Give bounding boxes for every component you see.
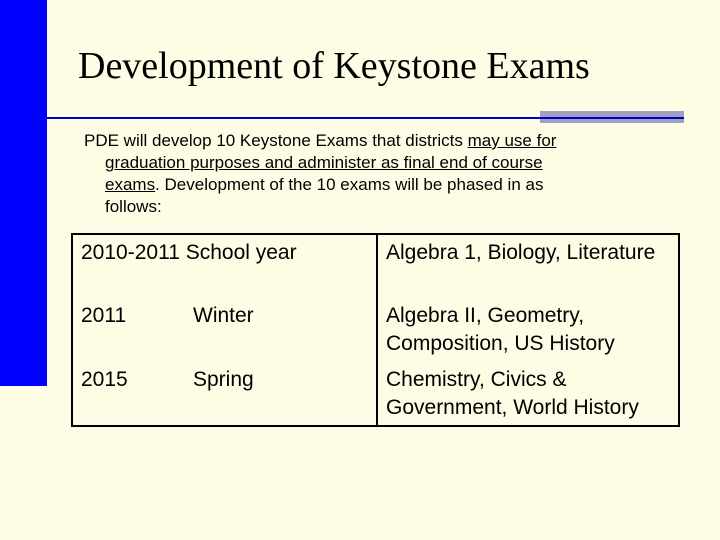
intro-paragraph [84, 130, 644, 218]
exam-schedule-table [71, 233, 680, 427]
period-cell [72, 298, 377, 362]
intro-line-4: follows: [105, 197, 162, 216]
period-label: 2010-2011 School year [81, 241, 297, 264]
intro-underlined-3: exams [105, 175, 156, 194]
intro-line-1 [84, 130, 644, 152]
table-row [72, 362, 679, 426]
period-cell [72, 362, 377, 426]
intro-text-1: PDE will develop 10 Keystone Exams that districts [84, 131, 468, 150]
table-row [72, 298, 679, 362]
year-label: 2015 [81, 368, 128, 391]
season-label: Winter [193, 304, 254, 327]
left-accent-bar [0, 0, 47, 386]
slide-title: Development of Keystone Exams [78, 45, 590, 87]
intro-line-2 [84, 152, 644, 174]
period-cell [72, 234, 377, 298]
intro-line-3 [84, 174, 644, 196]
table-row [72, 234, 679, 298]
exams-cell: Chemistry, Civics & Government, World History [386, 368, 639, 419]
intro-underlined-1: may use for [467, 131, 557, 150]
season-label: Spring [193, 368, 254, 391]
title-rule-accent-lower [540, 119, 684, 123]
intro-text-3: . Development of the 10 exams will be phased in as [155, 175, 544, 194]
intro-underlined-2: graduation purposes and administer as final end of course [105, 153, 543, 172]
exams-cell: Algebra II, Geometry, Composition, US History [386, 304, 615, 355]
exams-cell: Algebra 1, Biology, Literature [386, 241, 656, 264]
year-label: 2011 [81, 304, 127, 327]
